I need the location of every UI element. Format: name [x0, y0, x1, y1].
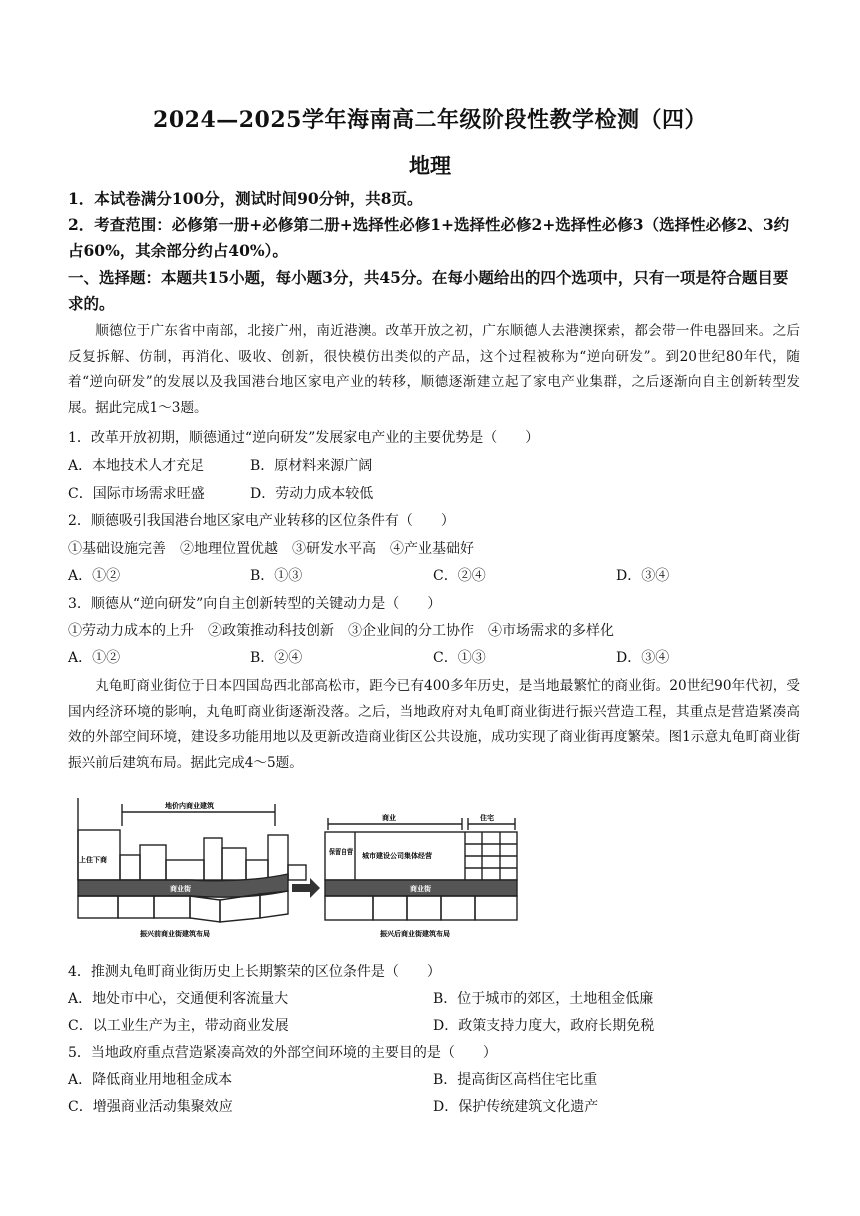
section-heading: 一、选择题：本题共15小题，每小题3分，共45分。在每小题给出的四个选项中，只有一项是符合题目要求的。 [68, 268, 789, 313]
question-3-stem: 3．顺德从“逆向研发”向自主创新转型的关键动力是（ ） [68, 596, 442, 612]
question-2-stem: 2．顺德吸引我国港台地区家电产业转移的区位条件有（ ） [68, 513, 455, 529]
before-layout [78, 798, 306, 922]
question-2-option-a[interactable]: A．①② [68, 568, 121, 584]
question-5-option-b[interactable]: B．提高街区高档住宅比重 [433, 1072, 598, 1088]
question-5-option-d[interactable]: D．保护传统建筑文化遗产 [433, 1099, 599, 1115]
figure-label-old-buildings: 地价内商业建筑 [165, 802, 214, 810]
figure-label-new-street: 商业街 [410, 885, 431, 893]
question-4-option-d[interactable]: D．政策支持力度大，政府长期免税 [433, 1018, 655, 1034]
figure-label-mixed-use: 上住下商 [79, 856, 107, 864]
question-5-stem: 5．当地政府重点营造紧凑高效的外部空间环境的主要目的是（ ） [68, 1045, 497, 1061]
question-3-option-a[interactable]: A．①② [68, 650, 121, 666]
figure-label-residence: 住宅 [480, 814, 494, 822]
question-3-items: ①劳动力成本的上升 ②政策推动科技创新 ③企业间的分工协作 ④市场需求的多样化 [68, 623, 614, 639]
question-1-option-c[interactable]: C．国际市场需求旺盛 [68, 486, 205, 502]
question-5-option-a[interactable]: A．降低商业用地租金成本 [68, 1072, 233, 1088]
figure-label-company: 城市建设公司集体经营 [362, 852, 432, 860]
question-1-option-b[interactable]: B．原材料来源广阔 [250, 458, 373, 474]
question-2-option-c[interactable]: C．②④ [433, 568, 486, 584]
question-2-option-b[interactable]: B．①③ [250, 568, 303, 584]
question-1-option-a[interactable]: A．本地技术人才充足 [68, 458, 205, 474]
subject-title: 地理 [409, 153, 451, 178]
instruction-1: 1．本试卷满分100分，测试时间90分钟，共8页。 [68, 189, 423, 208]
question-2-option-d[interactable]: D．③④ [616, 568, 670, 584]
question-1-option-d[interactable]: D．劳动力成本较低 [250, 486, 374, 502]
after-layout [325, 818, 517, 920]
figure-label-self-run: 保留自营 [329, 848, 357, 856]
question-3-option-b[interactable]: B．②④ [250, 650, 303, 666]
figure-1-street-layout [70, 790, 530, 950]
passage-shunde: 顺德位于广东省中南部，北接广州，南近港澳。改革开放之初，广东顺德人去港澳探索，都会带一件电器回来。之后反复拆解、仿制，再消化、吸收、创新，很快模仿出类似的产品，这个过程被称为“逆向研发”。到20世纪80年代，随着“逆向研发”的发展以及我国港台地区家电产业的转移，顺德逐渐建立起了家电产业集群，之后逐渐向自主创新转型发展。据此完成1～3题。 [68, 323, 800, 416]
question-4-stem: 4．推测丸龟町商业街历史上长期繁荣的区位条件是（ ） [68, 964, 441, 980]
arrow-icon [292, 878, 320, 898]
question-4-option-b[interactable]: B．位于城市的郊区，土地租金低廉 [433, 991, 654, 1007]
instruction-2: 2．考查范围：必修第一册+必修第二册+选择性必修1+选择性必修2+选择性必修3（选择性必修2、3约占60%，其余部分约占40%）。 [68, 215, 790, 260]
figure-label-commerce: 商业 [382, 814, 396, 822]
exam-title: 2024—2025学年海南高二年级阶段性教学检测（四） [153, 107, 707, 133]
figure-label-old-street: 商业街 [170, 885, 191, 893]
question-3-option-c[interactable]: C．①③ [433, 650, 486, 666]
question-4-option-a[interactable]: A．地处市中心，交通便利客流量大 [68, 991, 289, 1007]
question-3-option-d[interactable]: D．③④ [616, 650, 670, 666]
question-5-option-c[interactable]: C．增强商业活动集聚效应 [68, 1099, 233, 1115]
figure-caption-after: 振兴后商业街建筑布局 [380, 930, 450, 938]
passage-marugame: 丸龟町商业街位于日本四国岛西北部高松市，距今已有400多年历史，是当地最繁忙的商业街。20世纪90年代初，受国内经济环境的影响，丸龟町商业街逐渐没落。之后，当地政府对丸龟町商业街进行振兴营造工程，其重点是营造紧凑高效的外部空间环境，建设多功能用地以及更新改造商业街区公共设施，成功实现了商业街再度繁荣。图1示意丸龟町商业街振兴前后建筑布局。据此完成4～5题。 [68, 678, 800, 771]
figure-caption-before: 振兴前商业街建筑布局 [140, 930, 210, 938]
question-2-items: ①基础设施完善 ②地理位置优越 ③研发水平高 ④产业基础好 [68, 541, 474, 557]
question-4-option-c[interactable]: C．以工业生产为主，带动商业发展 [68, 1018, 289, 1034]
question-1-stem: 1．改革开放初期，顺德通过“逆向研发”发展家电产业的主要优势是（ ） [68, 430, 540, 446]
